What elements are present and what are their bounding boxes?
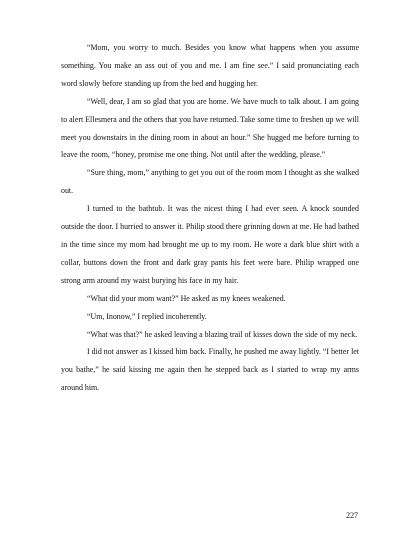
paragraph: “Well, dear, I am so glad that you are home. We have much to talk about. I am going to alert Ellesmera and the others that you have returned. Take some time to freshen up we will meet you downstairs in the dining room in about an hour.” She hugged me before turning to leave the room, “honey, promise me one thing. Not until after the wedding, please.” — [61, 96, 359, 160]
body-text — [61, 39, 359, 397]
paragraph: I turned to the bathtub. It was the nicest thing I had ever seen. A knock sounded outside the door. I hurried to answer it. Philip stood there grinning down at me. He had bathed in the time since my mom had brought me up to my room. He wore a dark blue shirt with a collar, buttons down the front and dark gray pants his feet were bare. Philip wrapped one strong arm around my waist burying his face in my hair. — [61, 204, 359, 285]
page-number: 227 — [346, 511, 358, 520]
paragraph: “Mom, you worry to much. Besides you know what happens when you assume something. You make an ass out of you and me. I am fine see.” I said pronunciating each word slowly before standing up from the bed and hugging her. — [61, 43, 359, 88]
paragraph: “What did your mom want?” He asked as my knees weakened. — [87, 293, 286, 303]
paragraph: “What was that?” he asked leaving a blazing trail of kisses down the side of my neck. — [87, 329, 358, 339]
paragraph: “Um, Inonow,” I replied incoherently. — [87, 311, 207, 321]
paragraph: I did not answer as I kissed him back. Finally, he pushed me away lightly. “I better let you bathe,” he said kissing me again then he stepped back as I started to wrap my arms around him. — [61, 347, 359, 393]
paragraph: “Sure thing, mom,” anything to get you out of the room mom I thought as she walked out. — [61, 168, 359, 196]
